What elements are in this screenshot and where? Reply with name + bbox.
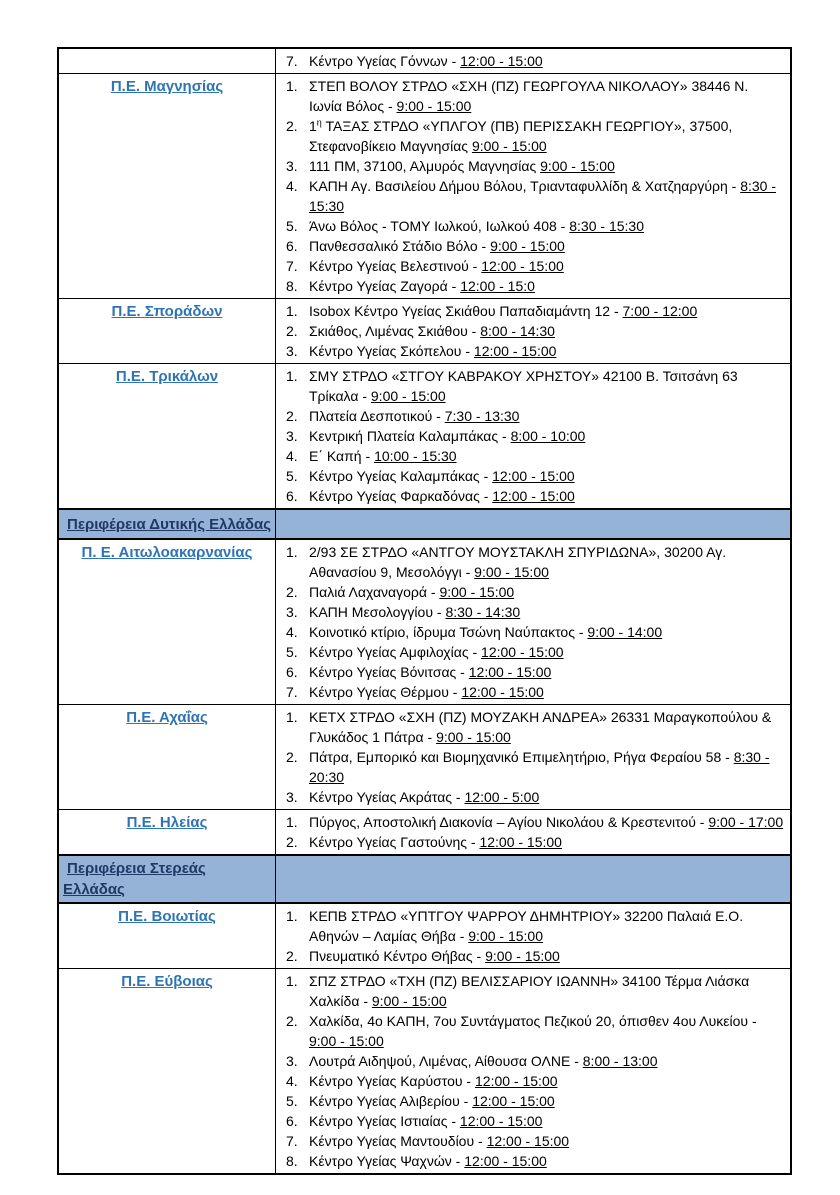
locations-cell — [276, 969, 792, 1175]
opening-hours: 8:30 - 20:30 — [309, 749, 770, 785]
item-number: 6. — [286, 1113, 298, 1129]
vaccination-points-table — [57, 47, 792, 1175]
opening-hours: 12:00 - 15:00 — [461, 684, 544, 700]
item-number: 4. — [286, 178, 298, 194]
opening-hours: 8:00 - 13:00 — [582, 1053, 658, 1069]
list-item — [282, 787, 784, 807]
location-name: Κέντρο Υγείας Βελεστινού — [309, 258, 469, 274]
separator: - — [358, 388, 371, 404]
item-text — [309, 1151, 784, 1171]
list-item — [282, 236, 784, 256]
item-number: 3. — [286, 343, 298, 359]
table-row — [58, 74, 791, 299]
location-name: ΤΑΞΑΣ ΣΤΡΔΟ «ΥΠΛΓΟΥ (ΠΒ) ΠΕΡΙΣΣΑΚΗ ΓΕΩΡΓΙΟΥ», 37500, Στεφανοβίκειο Μαγνησίας — [309, 118, 733, 154]
item-text — [309, 426, 784, 446]
location-name: Κέντρο Υγείας Ιστιαίας — [309, 1113, 448, 1129]
item-number: 7. — [286, 53, 298, 69]
separator: - — [468, 644, 482, 660]
list-item — [282, 321, 784, 341]
location-name: Isobox Κέντρο Υγείας Σκιάθου Παπαδιαμάντη 12 — [309, 303, 611, 319]
region-cell — [58, 74, 276, 299]
item-number: 2. — [286, 1013, 298, 1029]
list-item — [282, 466, 784, 486]
region-cell — [58, 903, 276, 969]
item-text — [309, 542, 784, 582]
location-name: Κέντρο Υγείας Σκόπελου — [309, 343, 462, 359]
region-link[interactable]: Π. Ε. Αιτωλοακαρνανίας — [81, 544, 253, 561]
table-row — [58, 48, 791, 74]
opening-hours: 12:00 - 15:00 — [472, 1093, 555, 1109]
location-name: Κέντρο Υγείας Καλαμπάκας — [309, 468, 480, 484]
location-name: 2/93 ΣΕ ΣΤΡΔΟ «ΑΝΤΓΟΥ ΜΟΥΣΤΑΚΛΗ ΣΠΥΡΙΔΩΝΑ», 30200 Αγ. Αθανασίου 9, Μεσολόγγι — [309, 544, 727, 580]
opening-hours: 7:00 - 12:00 — [622, 303, 698, 319]
section-header-label[interactable]: Περιφέρεια Δυτικής Ελλάδας — [67, 515, 272, 533]
location-name: Κέντρο Υγείας Γόννων — [309, 53, 448, 69]
separator: - — [447, 53, 461, 69]
section-header-cell — [58, 855, 276, 903]
item-text — [309, 446, 784, 466]
item-text — [309, 582, 784, 602]
item-text — [309, 216, 784, 236]
separator: - — [456, 664, 469, 680]
region-link[interactable]: Π.Ε. Βοιωτίας — [118, 908, 216, 925]
list-item — [282, 406, 784, 426]
opening-hours: 8:30 - 15:30 — [309, 178, 777, 214]
separator: - — [570, 1053, 583, 1069]
location-name: Κέντρο Υγείας Αμφιλοχίας — [309, 644, 469, 660]
separator: - — [462, 1073, 475, 1089]
item-number: 3. — [286, 1053, 298, 1069]
opening-hours: 8:00 - 10:00 — [510, 428, 586, 444]
list-item — [282, 426, 784, 446]
locations-cell — [276, 74, 792, 299]
separator: - — [721, 749, 734, 765]
separator: - — [461, 343, 474, 359]
item-number: 2. — [286, 584, 298, 600]
separator: - — [455, 928, 469, 944]
item-number: 8. — [286, 278, 298, 294]
item-text — [309, 466, 784, 486]
list-item — [282, 682, 784, 702]
separator: - — [467, 834, 480, 850]
location-list — [282, 971, 784, 1171]
list-item — [282, 946, 784, 966]
location-name: Κέντρο Υγείας Αλιβερίου — [309, 1093, 460, 1109]
separator: - — [748, 1013, 757, 1029]
separator: - — [574, 624, 588, 640]
separator: - — [423, 729, 437, 745]
item-text — [309, 602, 784, 622]
item-number: 6. — [286, 238, 298, 254]
separator: - — [479, 488, 493, 504]
item-number: 4. — [286, 1073, 298, 1089]
location-name: Πύργος, Αποστολική Διακονία – Αγίου Νικολάου & Κρεστενιτού — [309, 814, 696, 830]
item-number: 5. — [286, 644, 298, 660]
list-item — [282, 51, 784, 71]
opening-hours: 12:00 - 15:00 — [460, 53, 543, 69]
list-item — [282, 812, 784, 832]
separator: - — [432, 408, 445, 424]
item-text — [309, 256, 784, 276]
location-name: Κέντρο Υγείας Ακράτας — [309, 789, 453, 805]
location-name: Πνευματικό Κέντρο Θήβας — [309, 948, 473, 964]
opening-hours: 9:00 - 15:00 — [468, 928, 543, 944]
opening-hours: 8:00 - 14:30 — [480, 323, 555, 339]
item-text — [309, 406, 784, 426]
location-list — [282, 906, 784, 966]
list-item — [282, 1051, 784, 1071]
item-text — [309, 486, 784, 506]
opening-hours: 9:00 - 17:00 — [708, 814, 784, 830]
location-name: Ε΄ Καπή — [309, 448, 362, 464]
item-text — [309, 1051, 784, 1071]
location-name: Πανθεσσαλικό Στάδιο Βόλο — [309, 238, 478, 254]
separator: - — [468, 258, 482, 274]
list-item — [282, 622, 784, 642]
item-number: 4. — [286, 448, 298, 464]
item-number: 3. — [286, 158, 298, 174]
location-name: Παλιά Λαχαναγορά — [309, 584, 427, 600]
location-name: ΚΑΠΗ Μεσολογγίου — [309, 604, 433, 620]
location-name: Πάτρα, Εμπορικό και Βιομηχανικό Επιμελητήριο, Ρήγα Φεραίου 58 — [309, 749, 722, 765]
item-number: 1. — [286, 368, 298, 384]
item-number: 7. — [286, 1133, 298, 1149]
opening-hours: 9:00 - 15:00 — [309, 1033, 384, 1049]
separator: - — [432, 604, 446, 620]
opening-hours: 9:00 - 15:00 — [485, 948, 560, 964]
list-item — [282, 1071, 784, 1091]
item-text — [309, 682, 784, 702]
list-item — [282, 542, 784, 582]
region-link[interactable]: Π.Ε. Αχαΐας — [126, 709, 208, 726]
item-text — [309, 1071, 784, 1091]
list-item — [282, 582, 784, 602]
item-text — [309, 366, 784, 406]
item-number: 1. — [286, 709, 298, 725]
item-text — [309, 747, 784, 787]
opening-hours: 9:00 - 14:00 — [587, 624, 663, 640]
item-number: 1. — [286, 973, 298, 989]
item-text — [309, 787, 784, 807]
item-text — [309, 276, 784, 296]
table-row — [58, 364, 791, 510]
opening-hours: 12:00 - 15:00 — [479, 834, 562, 850]
region-link[interactable]: Π.Ε. Τρικάλων — [115, 368, 219, 385]
table-row — [58, 969, 791, 1175]
item-text — [309, 1091, 784, 1111]
location-name: ΣΤΕΠ ΒΟΛΟΥ ΣΤΡΔΟ «ΣΧΗ (ΠΖ) ΓΕΩΡΓΟΥΛΑ ΝΙΚΟΛΑΟΥ» 38446 Ν. Ιωνία Βόλος — [309, 78, 749, 114]
location-name: Κέντρο Υγείας Θέρμου — [309, 684, 449, 700]
list-item — [282, 341, 784, 361]
table-row — [58, 539, 791, 705]
separator: - — [474, 1133, 487, 1149]
opening-hours: 12:00 - 15:00 — [486, 1133, 570, 1149]
item-text — [309, 1131, 784, 1151]
location-name: Κέντρο Υγείας Ζαγορά — [309, 278, 448, 294]
list-item — [282, 971, 784, 1011]
list-item — [282, 707, 784, 747]
separator: - — [467, 323, 481, 339]
separator: - — [361, 448, 375, 464]
location-list — [282, 542, 784, 702]
opening-hours: 7:30 - 13:30 — [444, 408, 520, 424]
locations-cell — [276, 539, 792, 705]
opening-hours: 9:00 - 15:00 — [490, 238, 565, 254]
item-text — [309, 906, 784, 946]
item-text — [309, 946, 784, 966]
item-number: 3. — [286, 428, 298, 444]
locations-cell — [276, 48, 792, 74]
item-text — [309, 236, 784, 256]
list-item — [282, 216, 784, 236]
location-name: Κέντρο Υγείας Ψαχνών — [309, 1153, 452, 1169]
list-item — [282, 156, 784, 176]
item-number: 3. — [286, 789, 298, 805]
table-row — [58, 903, 791, 969]
list-item — [282, 1011, 784, 1051]
item-text — [309, 301, 784, 321]
opening-hours: 8:30 - 15:30 — [569, 218, 644, 234]
separator: - — [479, 468, 493, 484]
list-item — [282, 747, 784, 787]
separator: - — [498, 428, 511, 444]
separator: - — [461, 564, 475, 580]
item-text — [309, 622, 784, 642]
section-header-label[interactable]: Περιφέρεια Στερεάς Ελλάδας — [63, 860, 206, 898]
locations-cell — [276, 299, 792, 364]
location-name: Κοινοτικό κτίριο, ίδρυμα Τσώνη Ναύπακτος — [309, 624, 575, 640]
item-number: 7. — [286, 684, 298, 700]
opening-hours: 9:00 - 15:00 — [471, 138, 547, 154]
item-text-prefix: 1 — [309, 118, 317, 134]
section-header-empty-cell — [276, 509, 792, 539]
item-number: 1. — [286, 303, 298, 319]
separator: - — [477, 238, 491, 254]
list-item — [282, 906, 784, 946]
list-item — [282, 176, 784, 216]
table-row — [58, 810, 791, 856]
list-item — [282, 276, 784, 296]
list-item — [282, 1091, 784, 1111]
item-number: 1. — [286, 908, 298, 924]
item-number: 6. — [286, 488, 298, 504]
item-number: 2. — [286, 749, 298, 765]
location-name: Άνω Βόλος - ΤΟΜΥ Ιωλκού, Ιωλκού 408 — [309, 218, 557, 234]
item-text — [309, 812, 784, 832]
separator: - — [472, 948, 486, 964]
item-number: 7. — [286, 258, 298, 274]
opening-hours: 12:00 - 15:00 — [473, 343, 557, 359]
locations-cell — [276, 705, 792, 810]
item-text — [309, 76, 784, 116]
item-text — [309, 116, 784, 156]
item-text — [309, 51, 784, 71]
opening-hours: 9:00 - 15:00 — [396, 98, 472, 114]
table-row — [58, 299, 791, 364]
region-cell — [58, 539, 276, 705]
list-item — [282, 366, 784, 406]
separator: - — [610, 303, 623, 319]
region-cell — [58, 299, 276, 364]
region-cell — [58, 364, 276, 510]
opening-hours: 9:00 - 15:00 — [439, 584, 515, 600]
separator: - — [426, 584, 440, 600]
location-name: ΚΕΠΒ ΣΤΡΔΟ «ΥΠΤΓΟΥ ΨΑΡΡΟΥ ΔΗΜΗΤΡΙΟΥ» 32200 Παλαιά Ε.Ο. Αθηνών – Λαμίας Θήβα — [309, 908, 744, 944]
separator: - — [556, 218, 570, 234]
region-cell — [58, 810, 276, 856]
item-number: 3. — [286, 604, 298, 620]
item-text-superscript: η — [316, 117, 322, 128]
list-item — [282, 256, 784, 276]
locations-cell — [276, 810, 792, 856]
separator: - — [695, 814, 709, 830]
opening-hours: 12:00 - 15:00 — [481, 258, 564, 274]
location-name: Λουτρά Αιδηψού, Λιμένας, Αίθουσα ΟΛΝΕ — [309, 1053, 571, 1069]
region-cell — [58, 705, 276, 810]
item-number: 1. — [286, 78, 298, 94]
opening-hours: 12:00 - 15:00 — [459, 1113, 543, 1129]
opening-hours: 12:00 - 5:00 — [464, 789, 540, 805]
location-list — [282, 707, 784, 807]
opening-hours: 8:30 - 14:30 — [445, 604, 521, 620]
locations-cell — [276, 364, 792, 510]
separator: - — [384, 98, 397, 114]
section-header-cell — [58, 509, 276, 539]
item-text — [309, 832, 784, 852]
list-item — [282, 76, 784, 116]
section-header-row — [58, 509, 791, 539]
separator: - — [448, 684, 462, 700]
item-number: 1. — [286, 814, 298, 830]
opening-hours: 12:00 - 15:00 — [481, 644, 564, 660]
locations-cell — [276, 903, 792, 969]
location-list — [282, 51, 784, 71]
list-item — [282, 1111, 784, 1131]
list-item — [282, 642, 784, 662]
separator: - — [451, 1153, 465, 1169]
item-number: 2. — [286, 118, 298, 134]
item-number: 5. — [286, 468, 298, 484]
location-name: Σκιάθος, Λιμένας Σκιάθου — [309, 323, 468, 339]
separator: - — [447, 278, 461, 294]
separator: - — [359, 993, 372, 1009]
opening-hours: 9:00 - 15:00 — [474, 564, 549, 580]
location-name: ΣΜΥ ΣΤΡΔΟ «ΣΤΓΟΥ ΚΑΒΡΑΚΟΥ ΧΡΗΣΤΟΥ» 42100 Β. Τσιτσάνη 63 Τρίκαλα — [309, 368, 738, 404]
item-text — [309, 1011, 784, 1051]
opening-hours: 12:00 - 15:00 — [464, 1153, 547, 1169]
location-list — [282, 812, 784, 852]
location-name: 111 ΠΜ, 37100, Αλμυρός Μαγνησίας — [309, 158, 537, 174]
section-header-empty-cell — [276, 855, 792, 903]
location-name: Κέντρο Υγείας Βόνιτσας — [309, 664, 457, 680]
opening-hours: 12:00 - 15:0 — [460, 278, 535, 294]
list-item — [282, 602, 784, 622]
schedule-table-body — [58, 48, 791, 1174]
item-number: 2. — [286, 408, 298, 424]
location-name: Χαλκίδα, 4ο ΚΑΠΗ, 7ου Συντάγματος Πεζικού 20, όπισθεν 4ου Λυκείου — [309, 1013, 749, 1029]
region-link[interactable]: Π.Ε. Μαγνησίας — [110, 78, 224, 95]
location-list — [282, 301, 784, 361]
opening-hours: 12:00 - 15:00 — [475, 1073, 558, 1089]
location-name: Κέντρο Υγείας Μαντουδίου — [309, 1133, 475, 1149]
item-number: 5. — [286, 218, 298, 234]
separator: - — [447, 1113, 460, 1129]
item-number: 2. — [286, 948, 298, 964]
section-header-row — [58, 855, 791, 903]
item-number: 5. — [286, 1093, 298, 1109]
location-name: Κέντρο Υγείας Φαρκαδόνας — [309, 488, 480, 504]
separator: - — [727, 178, 741, 194]
location-name: Κέντρο Υγείας Γαστούνης — [309, 834, 467, 850]
item-number: 1. — [286, 544, 298, 560]
region-cell — [58, 48, 276, 74]
item-text — [309, 321, 784, 341]
item-text — [309, 707, 784, 747]
opening-hours: 12:00 - 15:00 — [492, 488, 575, 504]
opening-hours: 12:00 - 15:00 — [468, 664, 552, 680]
location-name: ΚΑΠΗ Αγ. Βασιλείου Δήμου Βόλου, Τριανταφυλλίδη & Χατζηαργύρη — [309, 178, 728, 194]
separator: - — [459, 1093, 473, 1109]
item-text — [309, 1111, 784, 1131]
item-text — [309, 156, 784, 176]
list-item — [282, 301, 784, 321]
location-name: Πλατεία Δεσποτικού — [309, 408, 433, 424]
list-item — [282, 832, 784, 852]
opening-hours: 9:00 - 15:00 — [540, 158, 615, 174]
list-item — [282, 116, 784, 156]
item-number: 6. — [286, 664, 298, 680]
item-text — [309, 341, 784, 361]
item-number: 4. — [286, 624, 298, 640]
opening-hours: 12:00 - 15:00 — [492, 468, 575, 484]
item-text — [309, 662, 784, 682]
location-name: ΚΕΤΧ ΣΤΡΔΟ «ΣΧΗ (ΠΖ) ΜΟΥΖΑΚΗ ΑΝΔΡΕΑ» 26331 Μαραγκοπούλου & Γλυκάδος 1 Πάτρα — [309, 709, 772, 745]
location-list — [282, 76, 784, 296]
opening-hours: 9:00 - 15:00 — [370, 388, 446, 404]
table-row — [58, 705, 791, 810]
list-item — [282, 1131, 784, 1151]
item-number: 2. — [286, 834, 298, 850]
list-item — [282, 662, 784, 682]
list-item — [282, 486, 784, 506]
region-link[interactable]: Π.Ε. Σποράδων — [111, 303, 223, 320]
location-name: Κέντρο Υγείας Καρύστου — [309, 1073, 463, 1089]
opening-hours: 10:00 - 15:30 — [374, 448, 457, 464]
item-text — [309, 642, 784, 662]
item-number: 8. — [286, 1153, 298, 1169]
item-text — [309, 176, 784, 216]
location-name: ΣΠΖ ΣΤΡΔΟ «ΤΧΗ (ΠΖ) ΒΕΛΙΣΣΑΡΙΟΥ ΙΩΑΝΝΗ» 34100 Τέρμα Λιάσκα Χαλκίδα — [309, 973, 750, 1009]
list-item — [282, 1151, 784, 1171]
location-list — [282, 366, 784, 506]
list-item — [282, 446, 784, 466]
region-cell — [58, 969, 276, 1175]
item-text — [309, 971, 784, 1011]
item-number: 2. — [286, 323, 298, 339]
location-name: Κεντρική Πλατεία Καλαμπάκας — [309, 428, 499, 444]
opening-hours: 9:00 - 15:00 — [371, 993, 447, 1009]
opening-hours: 9:00 - 15:00 — [436, 729, 511, 745]
separator: - — [452, 789, 465, 805]
region-link[interactable]: Π.Ε. Εύβοιας — [121, 973, 213, 990]
region-link[interactable]: Π.Ε. Ηλείας — [126, 814, 208, 831]
